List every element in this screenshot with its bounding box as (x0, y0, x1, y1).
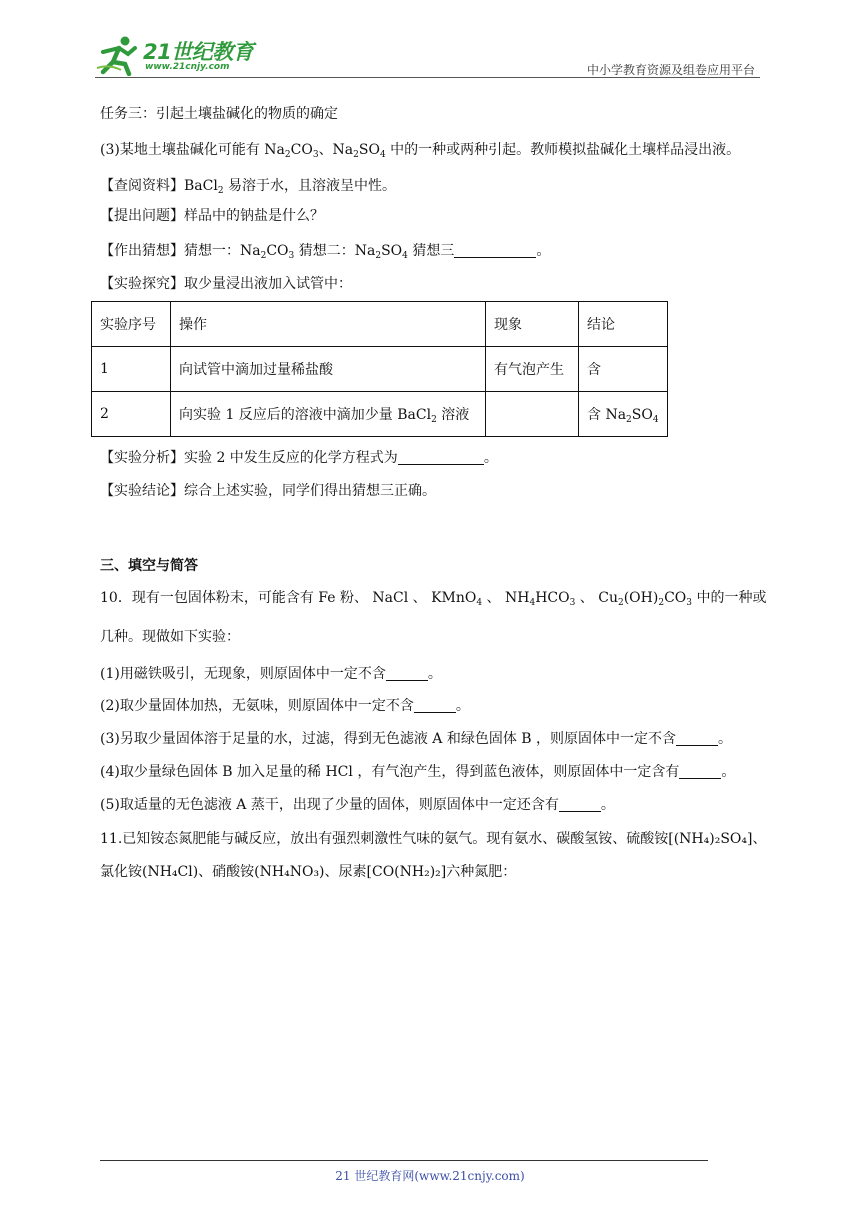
equation-answer-blank[interactable] (398, 450, 484, 465)
sub-question-4: (4)取少量绿色固体 B 加入足量的稀 HCl ，有气泡产生，得到蓝色液体，则原固体中一定含有 。 (100, 764, 736, 780)
section-title: 三、填空与简答 (100, 558, 198, 574)
table-row (92, 392, 668, 437)
answer-blank[interactable] (414, 698, 456, 713)
sub-question-5: (5)取适量的无色滤液 A 蒸干，出现了少量的固体，则原固体中一定还含有 。 (100, 797, 615, 813)
question-3: (3)某地土壤盐碱化可能有 $Na_2CO_3$、$Na_2SO_4$ 中的一种或两种引起。教师模拟盐碱化土壤样品浸出液。 (100, 142, 741, 160)
analysis-paragraph: 【实验分析】实验 2 中发生反应的化学方程式为 。 (100, 450, 498, 466)
table-cell: 有气泡产生 (486, 347, 579, 392)
table-header-cell: 现象 (486, 302, 579, 347)
table-cell-blank[interactable] (486, 392, 579, 437)
footer-link[interactable]: 21 世纪教育网(www.21cnjy.com) (335, 1169, 525, 1183)
table-cell: 2 (92, 392, 171, 437)
question-paragraph: 【提出问题】样品中的钠盐是什么？ (100, 208, 324, 224)
guess-paragraph: 【作出猜想】猜想一：$Na_2CO_3$ 猜想二：$Na_2SO_4$ 猜想三 。 (100, 243, 551, 261)
table-header-cell: 操作 (171, 302, 486, 347)
logo-text: 21世纪教育 (143, 40, 254, 64)
conclusion-paragraph: 【实验结论】综合上述实验，同学们得出猜想三正确。 (100, 483, 436, 499)
explore-paragraph: 【实验探究】取少量浸出液加入试管中： (100, 276, 352, 292)
site-logo[interactable] (95, 34, 265, 76)
table-cell: 1 (92, 347, 171, 392)
platform-title: 中小学教育资源及组卷应用平台 (586, 63, 755, 77)
question-10: 10．现有一包固体粉末，可能含有 Fe 粉、 NaCl 、 KMnO$_4$ 、 $NH_4HCO_3$ 、 $Cu_2(OH)_2CO_3$ 中的一种或 (100, 590, 767, 608)
footer-divider (100, 1160, 708, 1161)
sub-question-3: (3)另取少量固体溶于足量的水，过滤，得到无色滤液 A 和绿色固体 B ，则原固体中一定不含 。 (100, 731, 733, 747)
header-divider (95, 77, 760, 78)
question-10-line2: 几种。现做如下实验： (100, 629, 240, 645)
runner-icon (95, 34, 141, 76)
experiment-table (91, 301, 668, 437)
table-row (92, 347, 668, 392)
guess-answer-blank[interactable] (454, 243, 536, 258)
answer-blank[interactable] (386, 666, 428, 681)
table-cell: 含 (579, 347, 668, 392)
answer-blank[interactable] (679, 764, 721, 779)
table-header-row (92, 302, 668, 347)
table-cell: 向实验 1 反应后的溶液中滴加少量 BaCl$_2$ 溶液 (171, 392, 486, 437)
answer-blank[interactable] (559, 797, 601, 812)
logo-url: www.21cnjy.com (145, 62, 230, 72)
task3-title: 任务三：引起土壤盐碱化的物质的确定 (100, 106, 338, 122)
answer-blank[interactable] (676, 731, 718, 746)
table-header-cell: 实验序号 (92, 302, 171, 347)
question-11-line2: 氯化铵(NH₄Cl)、硝酸铵(NH₄NO₃)、尿素[CO(NH₂)₂]六种氮肥： (100, 864, 517, 880)
question-11: 11.已知铵态氮肥能与碱反应，放出有强烈刺激性气味的氨气。现有氨水、碳酸氢铵、硫酸铵[(NH₄)₂SO₄]、 (100, 831, 767, 847)
table-cell: 含 $Na_2SO_4$ (579, 392, 668, 437)
info-paragraph: 【查阅资料】BaCl$_2$ 易溶于水，且溶液呈中性。 (100, 178, 397, 196)
sub-question-1: (1)用磁铁吸引，无现象，则原固体中一定不含 。 (100, 666, 442, 682)
sub-question-2: (2)取少量固体加热，无氨味，则原固体中一定不含 。 (100, 698, 470, 714)
table-cell: 向试管中滴加过量稀盐酸 (171, 347, 486, 392)
table-header-cell: 结论 (579, 302, 668, 347)
